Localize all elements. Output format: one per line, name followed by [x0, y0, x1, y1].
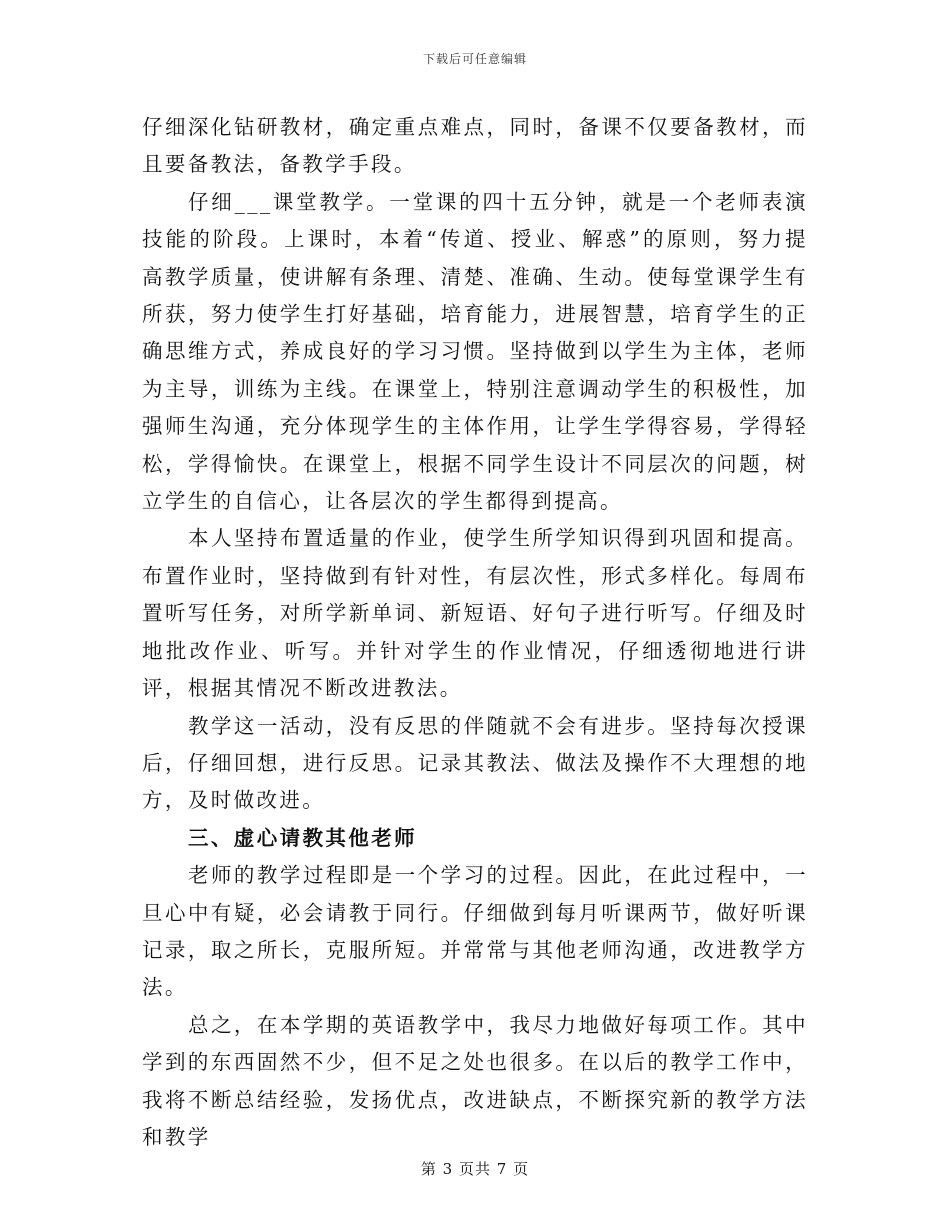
paragraph-classroom-teaching: 仔细___课堂教学。一堂课的四十五分钟，就是一个老师表演技能的阶段。上课时，本着“传道、授业、解惑”的原则，努力提高教学质量，使讲解有条理、清楚、准确、生动。使每堂课学生有所获，努力使学生打好基础，培育能力，进展智慧，培育学生的正确思维方式，养成良好的学习习惯。坚持做到以学生为主体，老师为主导，训练为主线。在课堂上，特别注意调动学生的积极性，加强师生沟通，充分体现学生的主体作用，让学生学得容易，学得轻松，学得愉快。在课堂上，根据不同学生设计不同层次的问题，树立学生的自信心，让各层次的学生都得到提高。 [142, 189, 808, 514]
paragraph-homework: 本人坚持布置适量的作业，使学生所学知识得到巩固和提高。布置作业时，坚持做到有针对性，有层次性，形式多样化。每周布置听写任务，对所学新单词、新短语、好句子进行听写。仔细及时地批改作业、听写。并针对学生的作业情况，仔细透彻地进行讲评，根据其情况不断改进教法。 [142, 526, 808, 701]
paragraph-summary: 总之，在本学期的英语教学中，我尽力地做好每项工作。其中学到的东西固然不少，但不足之处也很多。在以后的教学工作中，我将不断总结经验，发扬优点，改进缺点，不断探究新的教学方法和教学 [142, 1012, 808, 1149]
paragraph-lesson-prep: 仔细深化钻研教材，确定重点难点，同时，备课不仅要备教材，而且要备教法，备教学手段。 [142, 115, 808, 177]
page-number: 第 3 页共 7 页 [420, 1160, 530, 1178]
paragraph-reflection: 教学这一活动，没有反思的伴随就不会有进步。坚持每次授课后，仔细回想，进行反思。记录其教法、做法及操作不大理想的地方，及时做改进。 [142, 713, 808, 813]
document-body [142, 109, 808, 1156]
section-heading-3: 三、虚心请教其他老师 [188, 825, 417, 850]
page-header: 下载后可任意编辑 [422, 52, 527, 66]
paragraph-consult-colleagues: 老师的教学过程即是一个学习的过程。因此，在此过程中，一旦心中有疑，必会请教于同行。仔细做到每月听课两节，做好听课记录，取之所长，克服所短。并常常与其他老师沟通，改进教学方法。 [142, 863, 808, 1000]
